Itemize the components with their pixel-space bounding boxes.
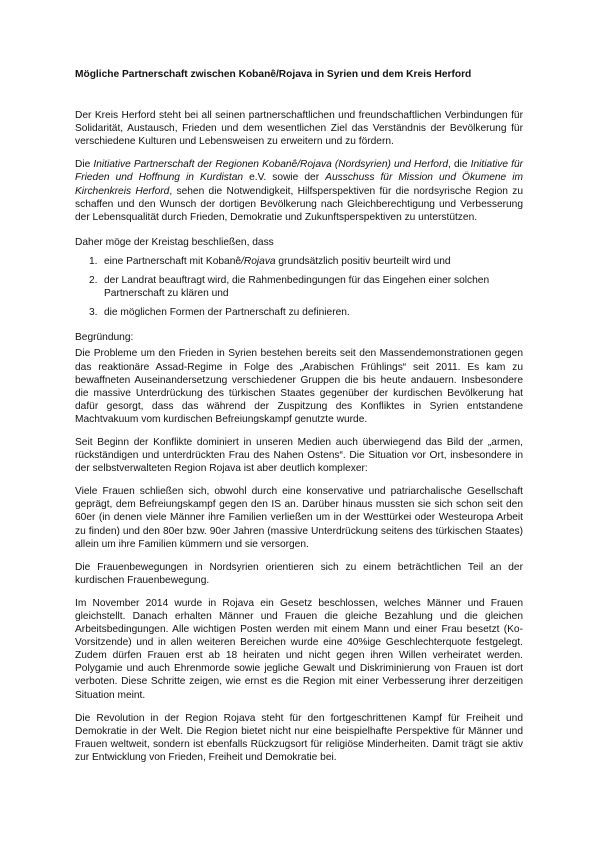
paragraph-movement: Die Frauenbewegungen in Nordsyrien orientieren sich zu einem beträchtlichen Teil an der kurdischen Frauenbewegung.	[75, 561, 523, 586]
resolution-list	[75, 255, 523, 319]
section-heading-begruendung: Begründung:	[75, 332, 134, 344]
list-item: 2. der Landrat beauftragt wird, die Rahmenbedingungen für das Eingehen einer solchen Partnerschaft zu klären und	[89, 275, 490, 300]
paragraph-intro: Der Kreis Herford steht bei all seinen partnerschaftlichen und freundschaftlichen Verbindungen für Solidarität, Austausch, Frieden und dem wesentlichen Ziel das Verständnis der Bevölkerung für verschiedene Kulturen und Lebensweisen zu erweitern und zu fördern.	[75, 110, 523, 148]
paragraph-conflict: Die Probleme um den Frieden in Syrien bestehen bereits seit den Massendemonstrationen gegen das reaktionäre Assad-Regime in Folge des „Arabischen Frühlings“ seit 2011. Es kam zu bewaffneten Auseinandersetzung verschiedener Gruppen die bis heute andauern. Insbesondere die massive Unterdrückung des türkischen Staates gegenüber der kurdischen Bevölkerung hat dafür gesorgt, dass das während der Zuspitzung des Konfliktes in Syrien entstandene Machtvakuum vom kurdischen Befreiungskampf genutzte wurde.	[75, 348, 523, 425]
paragraph-women: Viele Frauen schließen sich, obwohl durch eine konservative und patriarchalische Gesellschaft geprägt, dem Befreiungskampf gegen den IS an. Darüber hinaus mussten sie sich schon seit den 60er (in denen viele Männer ihre Familien verließen um in der Westtürkei oder Westeuropa Arbeit zu finden) und den 80er bzw. 90er Jahren (massive Unterdrückung seitens des türkischen Staates) allein um ihre Familien kümmern und sie versorgen.	[75, 486, 523, 550]
paragraph-revolution: Die Revolution in der Region Rojava steht für den fortgeschrittenen Kampf für Freiheit und Demokratie in der Welt. Die Region bietet nicht nur eine beispielhafte Perspektive für Männer und Frauen weltweit, sondern ist ebenfalls Rückzugsort für religiöse Minderheiten. Damit trägt sie aktiv zur Entwicklung von Frieden, Freiheit und Demokratie bei.	[75, 712, 523, 763]
resolution-intro: Daher möge der Kreistag beschließen, dass	[75, 236, 274, 248]
document-title: Mögliche Partnerschaft zwischen Kobanê/Rojava in Syrien und dem Kreis Herford	[75, 69, 472, 80]
paragraph-law: Im November 2014 wurde in Rojava ein Gesetz beschlossen, welches Männer und Frauen gleichstellt. Danach erhalten Männer und Frauen die gleiche Bezahlung und die gleichen Arbeitsbedingungen. Alle wichtigen Posten werden mit einem Mann und einer Frau besetzt (Ko-Vorsitzende) und in allen weiteren Bereichen wurde eine 40%ige Geschlechterquote festgelegt. Zudem dürfen Frauen erst ab 18 heiraten und nicht gegen ihren Willen verheiratet werden. Polygamie und auch Ehrenmorde sowie jegliche Gewalt und Diskriminierung von Frauen ist dort verboten. Diese Schritte zeigen, wie ernst es die Region mit einer Verbesserung ihrer derzeitigen Situation meint.	[75, 597, 523, 701]
list-item: 3. die möglichen Formen der Partnerschaft zu definieren.	[89, 307, 350, 319]
paragraph-media: Seit Beginn der Konflikte dominiert in unseren Medien auch überwiegend das Bild der „armen, rückständigen und unterdrückten Frau des Nahen Ostens“. Die Situation vor Ort, insbesondere in der selbstverwalteten Region Rojava ist aber deutlich komplexer:	[75, 436, 523, 475]
document-page	[75, 68, 523, 764]
list-item: 1. eine Partnerschaft mit Kobanê/Rojava grundsätzlich positiv beurteilt wird und	[89, 255, 451, 267]
paragraph-initiatives: Die Initiative Partnerschaft der Regionen Kobanê/Rojava (Nordsyrien) und Herford, die Initiative für Frieden und Hoffnung in Kurdistan e.V. sowie der Ausschuss für Mission und Ökumene im Kirchenkreis Herford, sehen die Notwendigkeit, Hilfsperspektiven für die nordsyrische Region zu schaffen und den Wunsch der dortigen Bevölkerung nach Gleichberechtigung und Verbesserung der Lebensqualität durch Frieden, Demokratie und Zukunftsperspektiven zu unterstützen.	[75, 159, 524, 223]
